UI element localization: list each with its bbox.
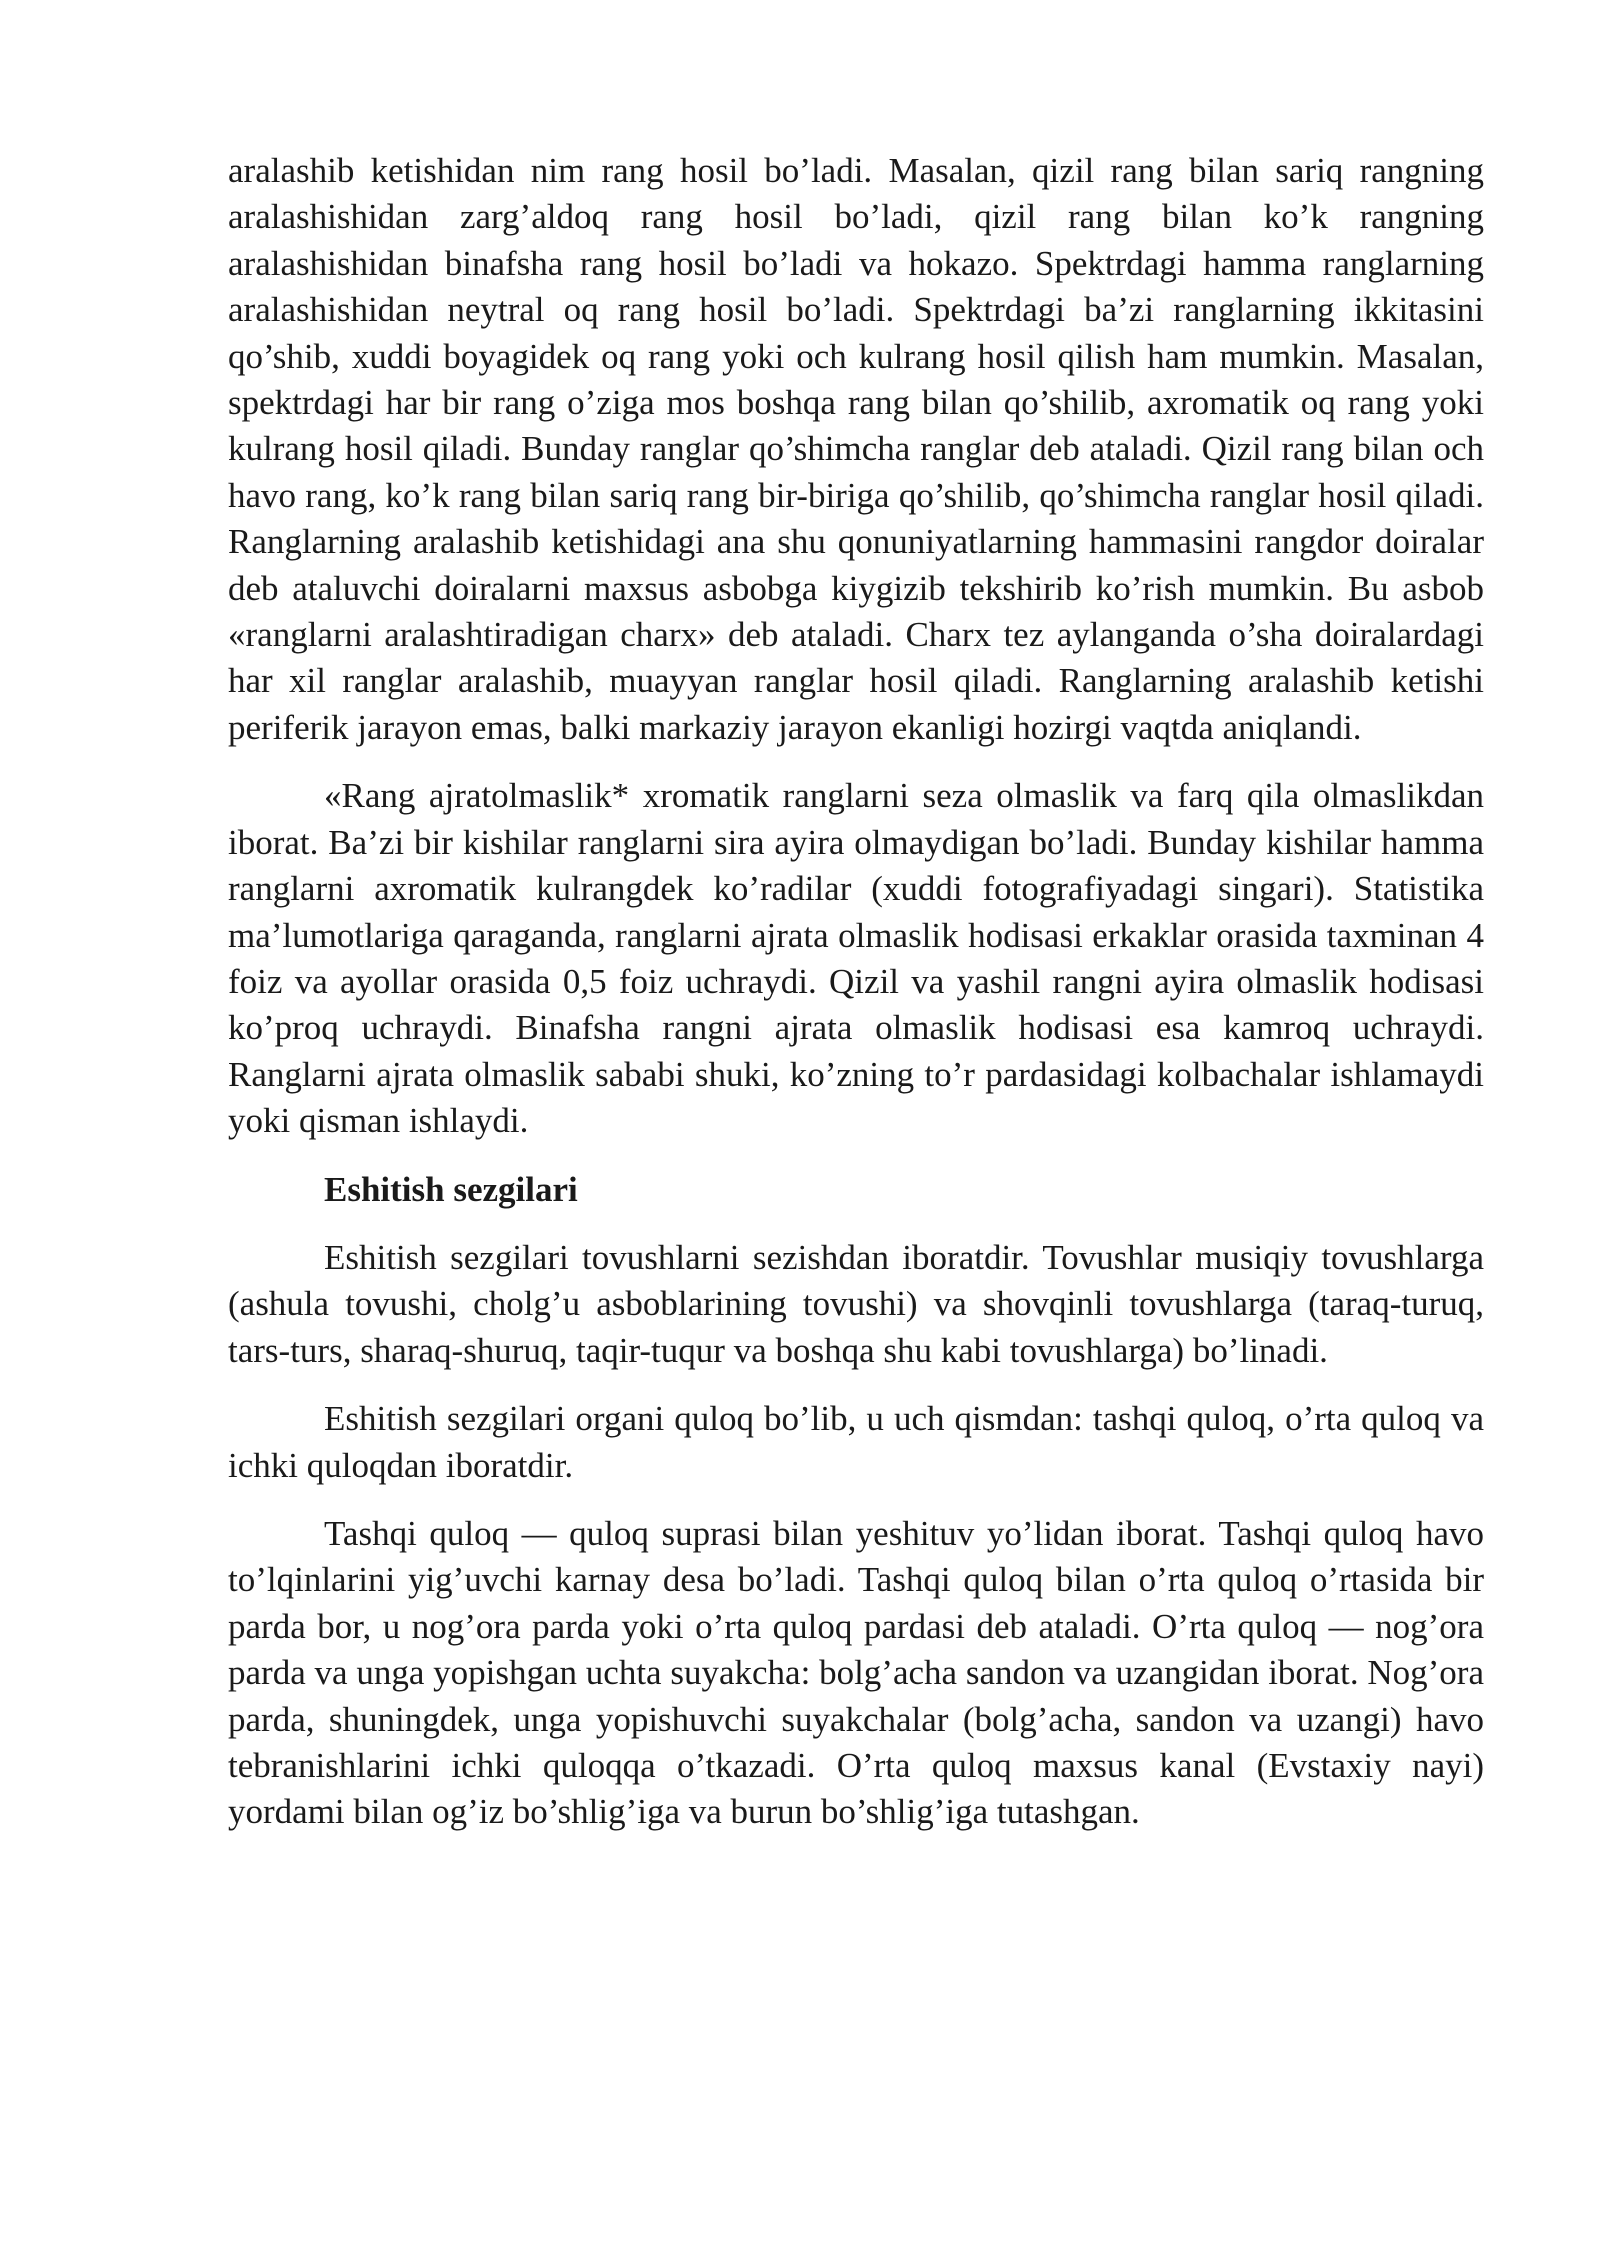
document-page bbox=[228, 148, 1484, 1858]
paragraph-ear-parts: Eshitish sezgilari organi quloq bo’lib, u uch qismdan: tashqi quloq, o’rta quloq va ichki quloqdan iboratdir. bbox=[228, 1399, 1484, 1485]
paragraph-hearing-sounds: Eshitish sezgilari tovushlarni sezishdan iboratdir. Tovushlar musiqiy tovushlarga (ashula tovushi, cholg’u asboblarining tovushi) va shovqinli tovushlarga (taraq-turuq, tars-turs, sharaq-shuruq, taqir-tuqur va boshqa shu kabi tovushlarga) bo’linadi. bbox=[228, 1237, 1484, 1370]
paragraph-color-mixing: aralashib ketishidan nim rang hosil bo’ladi. Masalan, qizil rang bilan sariq rangning aralashishidan zarg’aldoq rang hosil bo’ladi, qizil rang bilan ko’k rangning aralashishidan binafsha rang hosil bo’ladi va hokazo. Spektrdagi hamma ranglarning aralashishidan neytral oq rang hosil bo’ladi. Spektrdagi ba’zi ranglarning ikkitasini qo’shib, xuddi boyagidek oq rang yoki och kulrang hosil qilish ham mumkin. Masalan, spektrdagi har bir rang o’ziga mos boshqa rang bilan qo’shilib, axromatik oq rang yoki kulrang hosil qiladi. Bunday ranglar qo’shimcha ranglar deb ataladi. Qizil rang bilan och havo rang, ko’k rang bilan sariq rang bir-biriga qo’shilib, qo’shimcha ranglar hosil qiladi. Ranglarning aralashib ketishidagi ana shu qonuniyatlarning hammasini rangdor doiralar deb ataluvchi doiralarni maxsus asbobga kiygizib tekshirib ko’rish mumkin. Bu asbob «ranglarni aralashtiradigan charx» deb ataladi. Charx tez aylanganda o’sha doiralardagi har xil ranglar aralashib, muayyan ranglar hosil qiladi. Ranglarning aralashib ketishi periferik jarayon emas, balki markaziy jarayon ekanligi hozirgi vaqtda aniqlandi. bbox=[228, 151, 1484, 747]
paragraph-outer-middle-ear: Tashqi quloq — quloq suprasi bilan yeshituv yo’lidan iborat. Tashqi quloq havo to’lqinlarini yig’uvchi karnay desa bo’ladi. Tashqi quloq bilan o’rta quloq o’rtasida bir parda bor, u nog’ora parda yoki o’rta quloq pardasi deb ataladi. O’rta quloq — nog’ora parda va unga yopishgan uchta suyakcha: bolg’acha sandon va uzangidan iborat. Nog’ora parda, shuningdek, unga yopishuvchi suyakchalar (bolg’acha, sandon va uzangi) havo tebranishlarini ichki quloqqa o’tkazadi. O’rta quloq maxsus kanal (Evstaxiy nayi) yordami bilan og’iz bo’shlig’iga va burun bo’shlig’iga tutashgan. bbox=[228, 1513, 1484, 1832]
section-heading-hearing: Eshitish sezgilari bbox=[324, 1169, 578, 1209]
paragraph-color-blindness: «Rang ajratolmaslik* xromatik ranglarni seza olmaslik va farq qila olmaslikdan iborat. Ba’zi bir kishilar ranglarni sira ayira olmaydigan bo’ladi. Bunday kishilar hamma ranglarni axromatik kulrangdek ko’radilar (xuddi fotografiyadagi singari). Statistika ma’lumotlariga qaraganda, ranglarni ajrata olmaslik hodisasi erkaklar orasida taxminan 4 foiz va ayollar orasida 0,5 foiz uchraydi. Qizil va yashil rangni ayira olmaslik hodisasi ko’proq uchraydi. Binafsha rangni ajrata olmaslik hodisasi esa kamroq uchraydi. Ranglarni ajrata olmaslik sababi shuki, ko’zning to’r pardasidagi kolbachalar ishlamaydi yoki qisman ishlaydi. bbox=[228, 776, 1484, 1141]
